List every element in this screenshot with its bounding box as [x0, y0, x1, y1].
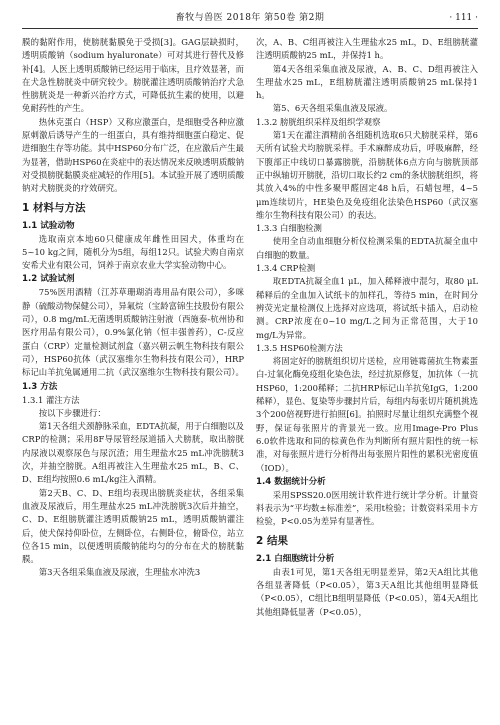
sub-subsection-heading: 1.3.3 白细胞检测 [256, 223, 322, 234]
paragraph: 第2天B、C、D、E组均表现出膀胱炎症状，各组采集血液及尿液后，用生理盐水25 mL冲洗膀胱3次后并抽空，C、D、E组膀胱灌注透明质酸钠25 mL，透明质酸钠灌注后，使犬保持仰卧位，左侧卧位，右侧卧位，俯卧位，站立位各15 min，以便透明质酸钠能均匀的分布在犬的膀胱黏膜。 [22, 487, 244, 565]
sub-subsection-heading: 1.3.5 HSP60检测方法 [256, 342, 343, 353]
subsection-heading: 1.3 方法 [22, 381, 58, 392]
subsection-heading: 1.1 试验动物 [22, 220, 75, 231]
paragraph: 选取南京本地60只健康成年雌性田园犬，体重均在5~10 kg之间，随机分为5组，每组12只。试验犬购自南京安希犬业有限公司，饲养于南京农业大学实验动物中心。 [22, 233, 244, 271]
paragraph: 将固定好的膀胱组织切片送检，应用链霉菌抗生物素蛋白-过氧化酶免疫组化染色法，经过抗原修复，加抗体（一抗HSP60，1:200稀释；二抗HRP标记山羊抗兔IgG，1:200稀释），显色、复染等步骤封片后，每组内每张切片随机挑选3个200倍视野进行拍照[6]。拍照时尽量让组织充满整个视野，保证每张照片的背景光一致。应用Image-Pro Plus 6.0软件选取和同的棕黄色作为判断所有照片阳性的统一标准，对每张照片进行分析得出每张照片阳性的累积光密度值（IOD）。 [256, 356, 478, 473]
sub-subsection-heading: 1.3.2 膀胱组织采样及组织学观察 [256, 116, 381, 127]
paragraph: 第4天各组采集血液及尿液，A、B、C、D组再被注入生理盐水25 mL，E组膀胱灌注透明质酸钠25 mL保持1 h。 [256, 63, 478, 101]
paragraph: 按以下步骤进行： [38, 407, 106, 418]
paragraph: 热休克蛋白（HSP）又称应激蛋白，是细胞受各种应激原刺激后诱导产生的一组蛋白，具有维持细胞蛋白稳定、促进细胞生存等功能。其中HSP60分布广泛，在应激后产生最为显著，借助HSP60在炎症中的表达情况来反映透明质酸钠对受损膀胱黏膜炎症减轻的作用[5]。本试验开展了透明质酸钠对犬膀胱炎的疗效研究。 [22, 116, 244, 194]
paragraph: 采用SPSS20.0医用统计软件进行统计学分析。计量资料表示为“平均数±标准差”，采用t检验；计数资料采用卡方检验，P<0.05为差异有显著性。 [256, 489, 478, 527]
left-column [22, 36, 244, 718]
section-heading: 1 材料与方法 [22, 201, 86, 214]
section-heading: 2 结果 [256, 534, 288, 547]
paragraph: 次，A、B、C组再被注入生理盐水25 mL，D、E组膀胱灌注透明质酸钠25 mL，并保持1 h。 [256, 37, 478, 61]
page-number: · 111 · [449, 13, 478, 23]
subsection-heading: 2.1 白细胞统计分析 [256, 553, 335, 564]
journal-title: 畜牧与兽医 2018年 第50卷 第2期 [175, 13, 325, 23]
paragraph: 由表1可见，第1天各组无明显差异，第2天A组比其他各组显著降低（P<0.05），第3天A组比其他组明显降低（P<0.05），C组比B组明显降低（P<0.05），第4天A组比其他组降低显著（P<0.05）， [256, 566, 478, 617]
subsection-heading: 1.2 试验试剂 [22, 274, 75, 285]
paragraph: 第1天在灌注酒精前各组随机选取6只犬膀胱采样，第6天所有试验犬均膀胱采样。手术麻醉成功后，呼吸麻醉，经下腹部正中线切口暴露膀胱，沿膀胱体6点方向与膀胱顶部正中纵轴切开膀胱，沿切口取长约2 cm的条状膀胱组织，将其放入4%的中性多聚甲醛固定48 h后，石蜡包埋，4~5 μm连续切片，HE染色及免疫组化法染色HSP60（武汉塞维尔生物科技有限公司）的表达。 [256, 130, 478, 220]
paragraph: 第3天各组采集血液及尿液，生理盐水冲洗3 [38, 567, 201, 578]
paragraph: 75%医用酒精（江苏草珊瑚消毒用品有限公司），多咪静（硫酸动物保健公司），异氟烷（宝龄富锦生技股份有限公司），0.8 mg/mL无菌透明质酸钠注射液（西施泰-杭州协和医疗用品有限公司），0.9%氯化钠（恒丰强普药），C-反应蛋白（CRP）定量检测试剂盒（嘉兴朝云帆生物科技有限公司），HSP60抗体（武汉塞维尔生物科技有限公司），HRP标记山羊抗兔属通用二抗（武汉塞维尔生物科技有限公司）。 [22, 287, 244, 378]
paragraph: 膜的黏附作用，使膀胱黏膜免于受损[3]。GAG层缺损时，透明质酸钠（sodium hyaluronate）可对其进行替代及修补[4]。人医上透明质酸钠已经运用于临床，且疗效显著，而在犬急性膀胱炎中研究较少。膀胱灌注透明质酸钠治疗犬急性膀胱炎是一种新兴治疗方式，可降低抗生素的使用，以避免耐药性的产生。 [22, 37, 244, 114]
paragraph: 取EDTA抗凝全血1 μL，加入稀释液中混匀，取80 μL稀释后的全血加入试纸卡的加样孔，等待5 min，在时间分辨荧光定量检测仪上选择对应选项，将试纸卡插入，启动检测。CRP浓度在0~10 mg/L之间为正常范围，大于10 mg/L为异常。 [256, 276, 478, 340]
sub-subsection-heading: 1.3.4 CRP检测 [256, 263, 316, 274]
running-header [22, 8, 478, 29]
sub-subsection-heading: 1.3.1 灌注方法 [22, 394, 80, 405]
paragraph: 第1天各组犬颈静脉采血，EDTA抗凝，用于白细胞以及CRP的检测；采用8F导尿管经尿道插入犬膀胱，取出膀胱内尿液以观察尿色与尿沉渣；用生理盐水25 mL冲洗膀胱3次，并抽空膀胱。A组再被注入生理盐水25 mL，B、C、D、E组均按照0.6 mL/kg注入酒精。 [22, 421, 244, 485]
paragraph: 第5、6天各组采集血液及尿液。 [272, 103, 393, 114]
right-column [256, 36, 478, 718]
paragraph: 使用全自动血细胞分析仪检测采集的EDTA抗凝全血中白细胞的数量。 [256, 236, 478, 260]
subsection-heading: 1.4 数据统计分析 [256, 476, 326, 487]
